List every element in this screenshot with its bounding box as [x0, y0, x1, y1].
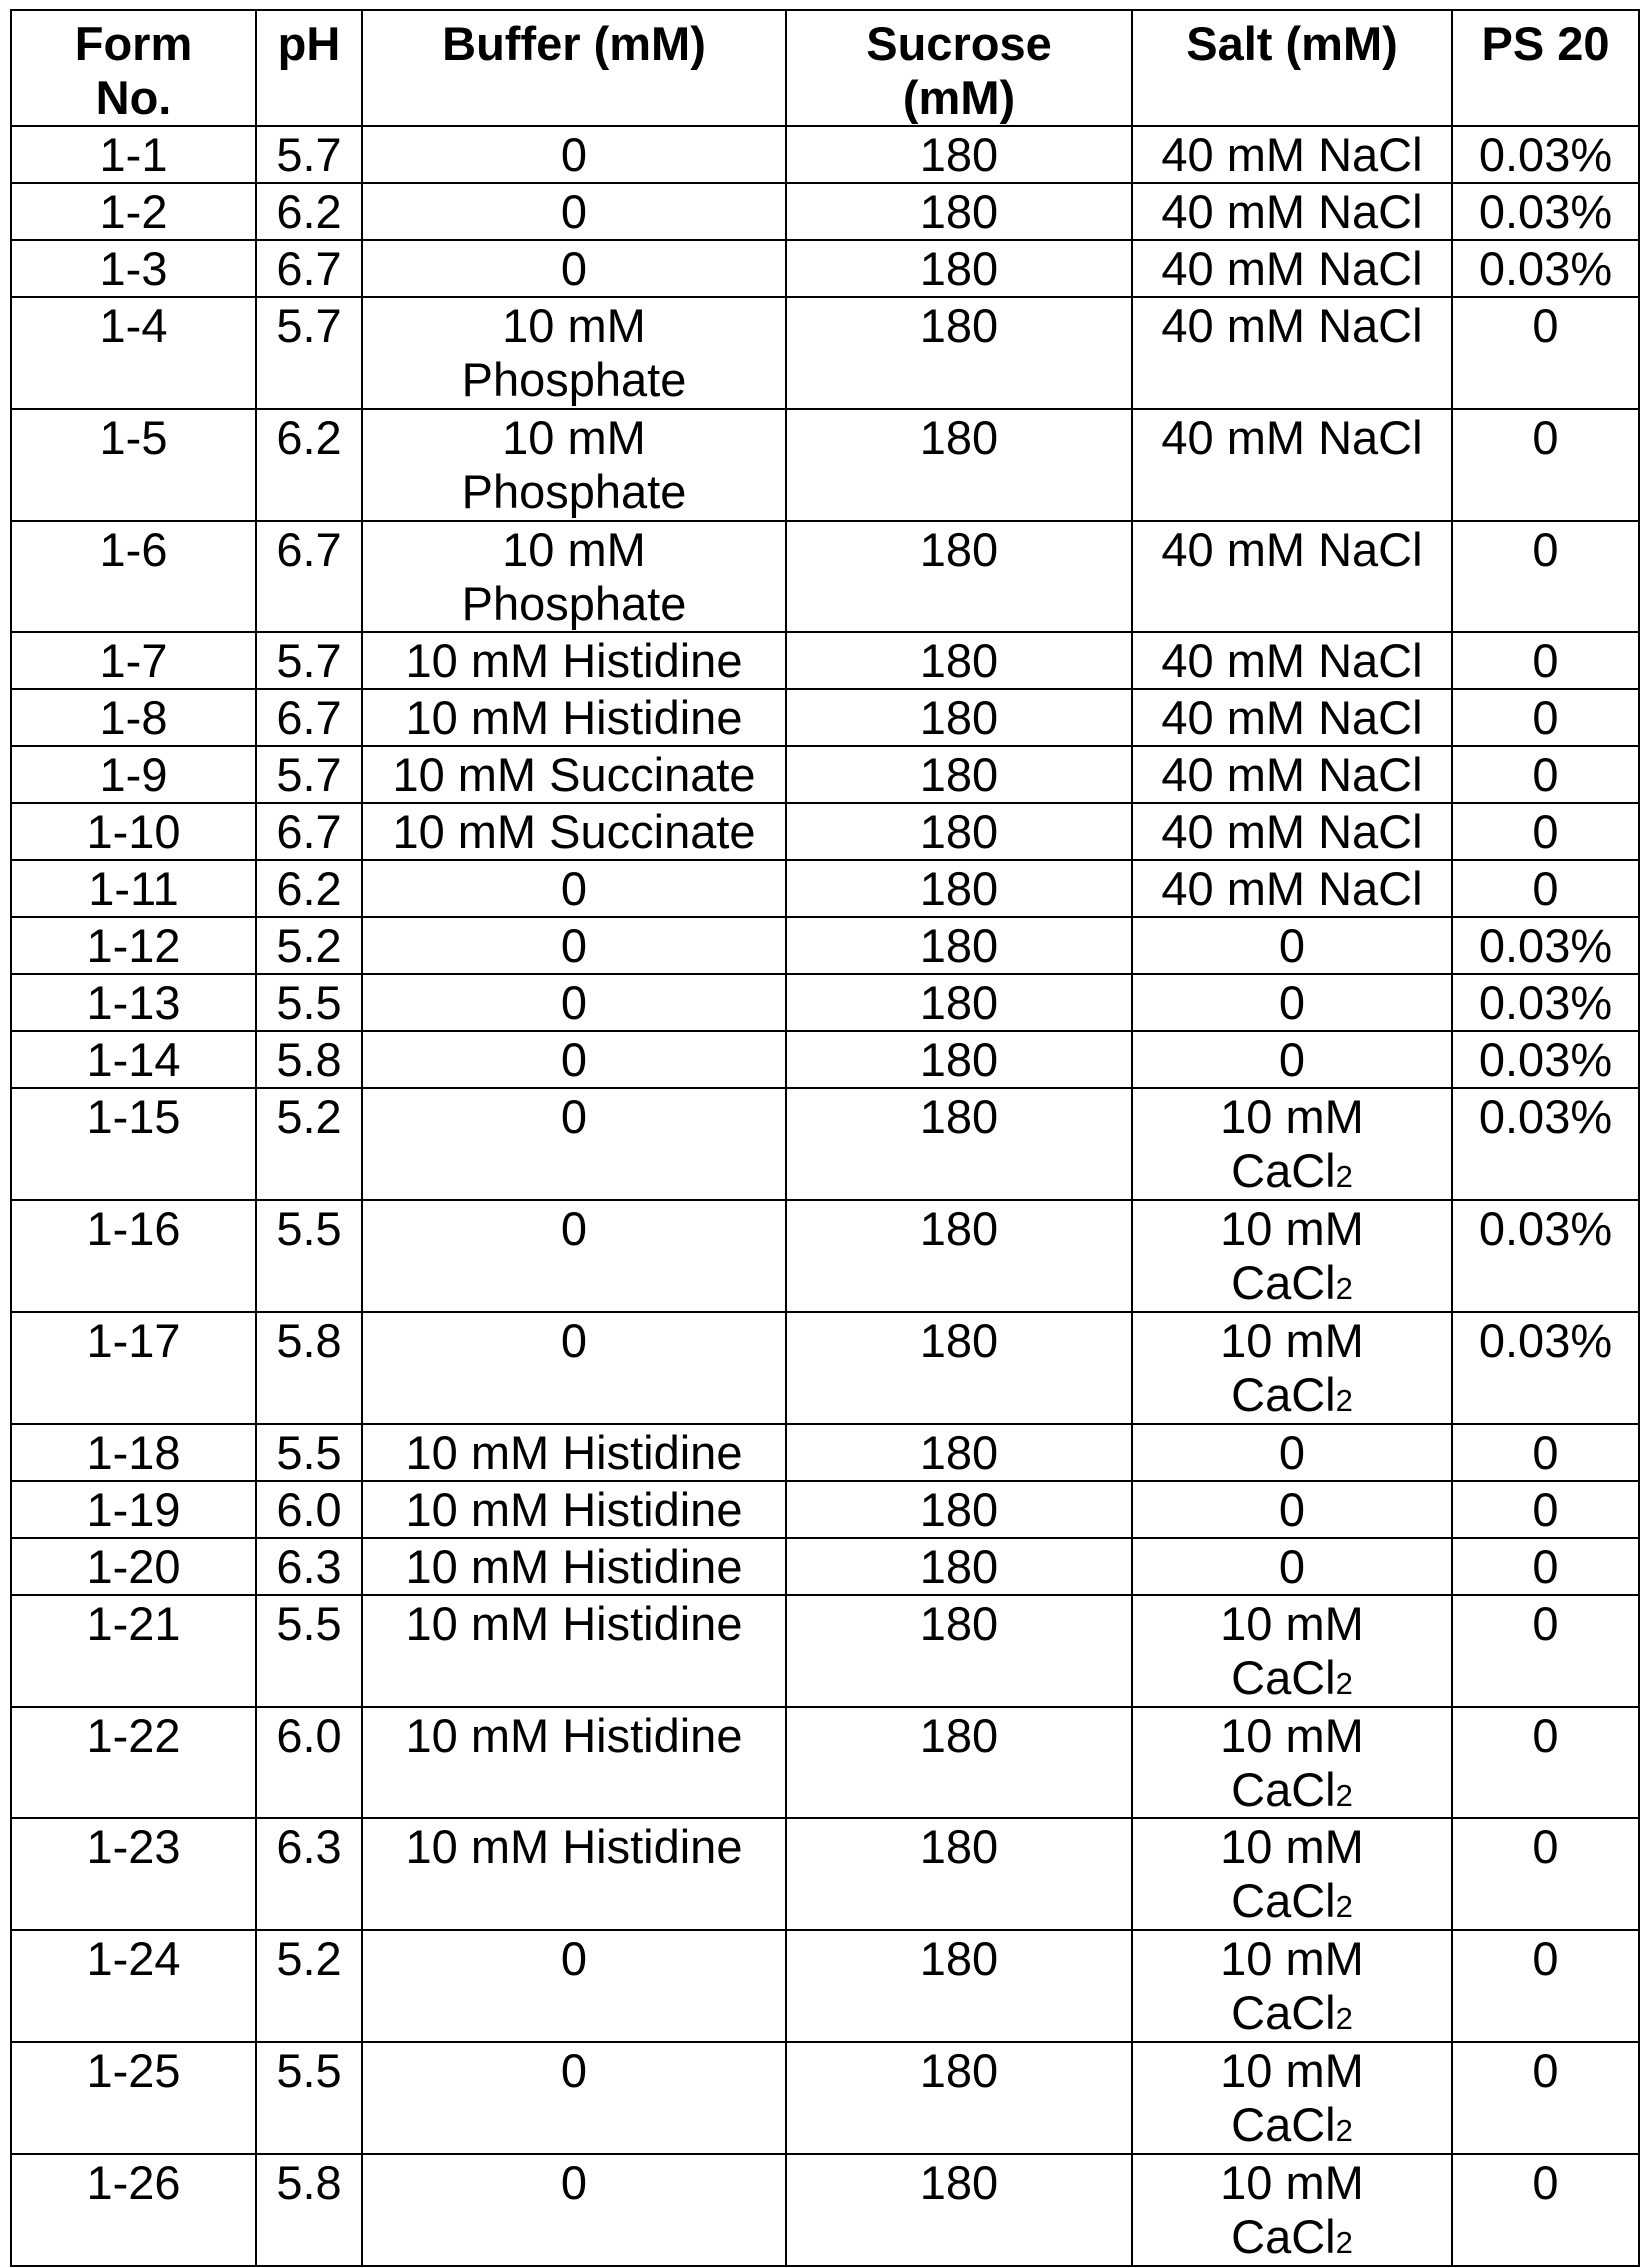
- table-row: [11, 126, 1639, 183]
- ps20-cell: 0.03%: [1452, 126, 1639, 183]
- sucrose-cell: 180: [786, 1481, 1132, 1538]
- ps20-cell: 0.03%: [1452, 974, 1639, 1031]
- table-row: [11, 2154, 1639, 2266]
- form-no-cell: 1-23: [11, 1818, 256, 1930]
- sucrose-cell: 180: [786, 1088, 1132, 1200]
- header-row: [11, 10, 1639, 126]
- sucrose-cell: 180: [786, 746, 1132, 803]
- ph-cell: 6.2: [256, 860, 362, 917]
- ph-cell: 5.7: [256, 297, 362, 409]
- sucrose-cell: 180: [786, 183, 1132, 240]
- sucrose-cell: 180: [786, 632, 1132, 689]
- ph-cell: 6.0: [256, 1481, 362, 1538]
- ps20-cell: 0: [1452, 746, 1639, 803]
- buffer-cell: 0: [362, 240, 786, 297]
- table-row: [11, 183, 1639, 240]
- salt-cell: 10 mM CaCl2: [1132, 2154, 1452, 2266]
- table-row: [11, 1088, 1639, 1200]
- ph-cell: 6.7: [256, 689, 362, 746]
- salt-cell: 40 mM NaCl: [1132, 409, 1452, 521]
- form-no-cell: 1-11: [11, 860, 256, 917]
- form-no-cell: 1-13: [11, 974, 256, 1031]
- buffer-cell: 0: [362, 2154, 786, 2266]
- form-no-cell: 1-25: [11, 2042, 256, 2154]
- table-row: [11, 2042, 1639, 2154]
- salt-cell: 10 mM CaCl2: [1132, 1930, 1452, 2042]
- form-no-cell: 1-12: [11, 917, 256, 974]
- buffer-cell: 10 mM Histidine: [362, 1538, 786, 1595]
- ps20-cell: 0: [1452, 1930, 1639, 2042]
- buffer-cell: 0: [362, 2042, 786, 2154]
- sucrose-cell: 180: [786, 297, 1132, 409]
- ps20-cell: 0: [1452, 1707, 1639, 1819]
- ph-cell: 5.5: [256, 2042, 362, 2154]
- sucrose-cell: 180: [786, 2042, 1132, 2154]
- salt-cell: 10 mM CaCl2: [1132, 1818, 1452, 1930]
- table-row: [11, 1818, 1639, 1930]
- salt-cell: 40 mM NaCl: [1132, 126, 1452, 183]
- form-no-cell: 1-4: [11, 297, 256, 409]
- table-row: [11, 917, 1639, 974]
- table-row: [11, 521, 1639, 633]
- sucrose-cell: 180: [786, 1707, 1132, 1819]
- salt-cell: 40 mM NaCl: [1132, 632, 1452, 689]
- ps20-cell: 0: [1452, 297, 1639, 409]
- ps20-cell: 0.03%: [1452, 1088, 1639, 1200]
- salt-cell: 0: [1132, 974, 1452, 1031]
- buffer-cell: 10 mM Succinate: [362, 803, 786, 860]
- form-no-cell: 1-8: [11, 689, 256, 746]
- salt-cell: 10 mM CaCl2: [1132, 1312, 1452, 1424]
- sucrose-cell: 180: [786, 2154, 1132, 2266]
- ph-cell: 6.2: [256, 409, 362, 521]
- ph-cell: 5.5: [256, 1595, 362, 1707]
- ph-cell: 5.2: [256, 1930, 362, 2042]
- buffer-cell: 10 mM Phosphate: [362, 521, 786, 633]
- ph-cell: 5.2: [256, 1088, 362, 1200]
- salt-cell: 0: [1132, 1481, 1452, 1538]
- sucrose-cell: 180: [786, 1538, 1132, 1595]
- table-row: [11, 860, 1639, 917]
- buffer-cell: 0: [362, 917, 786, 974]
- form-no-cell: 1-21: [11, 1595, 256, 1707]
- ps20-cell: 0: [1452, 632, 1639, 689]
- form-no-cell: 1-24: [11, 1930, 256, 2042]
- salt-cell: 40 mM NaCl: [1132, 860, 1452, 917]
- salt-cell: 10 mM CaCl2: [1132, 1595, 1452, 1707]
- sucrose-cell: 180: [786, 689, 1132, 746]
- sucrose-cell: 180: [786, 1595, 1132, 1707]
- sucrose-cell: 180: [786, 1312, 1132, 1424]
- ph-cell: 5.8: [256, 2154, 362, 2266]
- buffer-cell: 10 mM Phosphate: [362, 409, 786, 521]
- table-row: [11, 1200, 1639, 1312]
- sucrose-cell: 180: [786, 1424, 1132, 1481]
- form-no-cell: 1-16: [11, 1200, 256, 1312]
- salt-cell: 10 mM CaCl2: [1132, 2042, 1452, 2154]
- col-header-form-no: Form No.: [11, 10, 256, 126]
- form-no-cell: 1-15: [11, 1088, 256, 1200]
- buffer-cell: 0: [362, 1088, 786, 1200]
- ps20-cell: 0: [1452, 860, 1639, 917]
- form-no-cell: 1-5: [11, 409, 256, 521]
- ps20-cell: 0: [1452, 1595, 1639, 1707]
- salt-cell: 10 mM CaCl2: [1132, 1707, 1452, 1819]
- ps20-cell: 0: [1452, 521, 1639, 633]
- ph-cell: 6.7: [256, 240, 362, 297]
- form-no-cell: 1-7: [11, 632, 256, 689]
- salt-cell: 0: [1132, 1031, 1452, 1088]
- form-no-cell: 1-10: [11, 803, 256, 860]
- table-row: [11, 1538, 1639, 1595]
- ph-cell: 5.8: [256, 1312, 362, 1424]
- ph-cell: 5.7: [256, 632, 362, 689]
- salt-cell: 0: [1132, 917, 1452, 974]
- form-no-cell: 1-19: [11, 1481, 256, 1538]
- form-no-cell: 1-14: [11, 1031, 256, 1088]
- buffer-cell: 0: [362, 126, 786, 183]
- ps20-cell: 0: [1452, 2042, 1639, 2154]
- table-row: [11, 1930, 1639, 2042]
- ph-cell: 5.7: [256, 126, 362, 183]
- sucrose-cell: 180: [786, 1930, 1132, 2042]
- table-row: [11, 689, 1639, 746]
- buffer-cell: 0: [362, 1312, 786, 1424]
- form-no-cell: 1-26: [11, 2154, 256, 2266]
- buffer-cell: 0: [362, 1200, 786, 1312]
- ph-cell: 5.7: [256, 746, 362, 803]
- ps20-cell: 0: [1452, 803, 1639, 860]
- ph-cell: 5.2: [256, 917, 362, 974]
- col-header-sucrose: Sucrose (mM): [786, 10, 1132, 126]
- form-no-cell: 1-22: [11, 1707, 256, 1819]
- form-no-cell: 1-3: [11, 240, 256, 297]
- table-row: [11, 803, 1639, 860]
- form-no-cell: 1-17: [11, 1312, 256, 1424]
- buffer-cell: 10 mM Histidine: [362, 632, 786, 689]
- buffer-cell: 0: [362, 1930, 786, 2042]
- sucrose-cell: 180: [786, 917, 1132, 974]
- buffer-cell: 10 mM Histidine: [362, 1707, 786, 1819]
- col-header-buffer: Buffer (mM): [362, 10, 786, 126]
- salt-cell: 40 mM NaCl: [1132, 297, 1452, 409]
- buffer-cell: 10 mM Histidine: [362, 689, 786, 746]
- buffer-cell: 0: [362, 183, 786, 240]
- table-row: [11, 746, 1639, 803]
- form-no-cell: 1-2: [11, 183, 256, 240]
- form-no-cell: 1-6: [11, 521, 256, 633]
- table-row: [11, 409, 1639, 521]
- ph-cell: 5.5: [256, 1424, 362, 1481]
- buffer-cell: 10 mM Histidine: [362, 1818, 786, 1930]
- salt-cell: 40 mM NaCl: [1132, 746, 1452, 803]
- buffer-cell: 0: [362, 1031, 786, 1088]
- ph-cell: 5.5: [256, 974, 362, 1031]
- salt-cell: 40 mM NaCl: [1132, 240, 1452, 297]
- table-row: [11, 240, 1639, 297]
- table-row: [11, 1424, 1639, 1481]
- salt-cell: 0: [1132, 1538, 1452, 1595]
- ps20-cell: 0.03%: [1452, 1312, 1639, 1424]
- form-no-cell: 1-18: [11, 1424, 256, 1481]
- formulation-table: [10, 9, 1640, 2267]
- ph-cell: 5.5: [256, 1200, 362, 1312]
- table-row: [11, 1595, 1639, 1707]
- sucrose-cell: 180: [786, 860, 1132, 917]
- ps20-cell: 0: [1452, 2154, 1639, 2266]
- ps20-cell: 0.03%: [1452, 1031, 1639, 1088]
- ps20-cell: 0: [1452, 1424, 1639, 1481]
- ps20-cell: 0.03%: [1452, 917, 1639, 974]
- col-header-ph: pH: [256, 10, 362, 126]
- sucrose-cell: 180: [786, 126, 1132, 183]
- table-header: [11, 10, 1639, 126]
- salt-cell: 40 mM NaCl: [1132, 183, 1452, 240]
- table-row: [11, 1031, 1639, 1088]
- ph-cell: 6.3: [256, 1538, 362, 1595]
- buffer-cell: 10 mM Histidine: [362, 1481, 786, 1538]
- ph-cell: 5.8: [256, 1031, 362, 1088]
- form-no-cell: 1-20: [11, 1538, 256, 1595]
- ps20-cell: 0: [1452, 1818, 1639, 1930]
- table-row: [11, 1312, 1639, 1424]
- ps20-cell: 0: [1452, 1481, 1639, 1538]
- ps20-cell: 0: [1452, 1538, 1639, 1595]
- salt-cell: 40 mM NaCl: [1132, 521, 1452, 633]
- ph-cell: 6.0: [256, 1707, 362, 1819]
- sucrose-cell: 180: [786, 1031, 1132, 1088]
- ph-cell: 6.2: [256, 183, 362, 240]
- buffer-cell: 0: [362, 974, 786, 1031]
- salt-cell: 40 mM NaCl: [1132, 803, 1452, 860]
- salt-cell: 10 mM CaCl2: [1132, 1088, 1452, 1200]
- buffer-cell: 10 mM Phosphate: [362, 297, 786, 409]
- ph-cell: 6.7: [256, 803, 362, 860]
- form-no-cell: 1-9: [11, 746, 256, 803]
- ps20-cell: 0.03%: [1452, 240, 1639, 297]
- table-row: [11, 632, 1639, 689]
- table-row: [11, 297, 1639, 409]
- salt-cell: 10 mM CaCl2: [1132, 1200, 1452, 1312]
- table-row: [11, 1707, 1639, 1819]
- sucrose-cell: 180: [786, 240, 1132, 297]
- ps20-cell: 0: [1452, 689, 1639, 746]
- sucrose-cell: 180: [786, 1818, 1132, 1930]
- buffer-cell: 10 mM Histidine: [362, 1595, 786, 1707]
- sucrose-cell: 180: [786, 974, 1132, 1031]
- col-header-salt: Salt (mM): [1132, 10, 1452, 126]
- sucrose-cell: 180: [786, 803, 1132, 860]
- sucrose-cell: 180: [786, 1200, 1132, 1312]
- ph-cell: 6.7: [256, 521, 362, 633]
- sucrose-cell: 180: [786, 409, 1132, 521]
- ph-cell: 6.3: [256, 1818, 362, 1930]
- ps20-cell: 0: [1452, 409, 1639, 521]
- buffer-cell: 0: [362, 860, 786, 917]
- ps20-cell: 0.03%: [1452, 1200, 1639, 1312]
- table-body: [11, 126, 1639, 2266]
- form-no-cell: 1-1: [11, 126, 256, 183]
- table-row: [11, 974, 1639, 1031]
- table-row: [11, 1481, 1639, 1538]
- salt-cell: 0: [1132, 1424, 1452, 1481]
- col-header-ps20: PS 20: [1452, 10, 1639, 126]
- salt-cell: 40 mM NaCl: [1132, 689, 1452, 746]
- buffer-cell: 10 mM Histidine: [362, 1424, 786, 1481]
- sucrose-cell: 180: [786, 521, 1132, 633]
- ps20-cell: 0.03%: [1452, 183, 1639, 240]
- buffer-cell: 10 mM Succinate: [362, 746, 786, 803]
